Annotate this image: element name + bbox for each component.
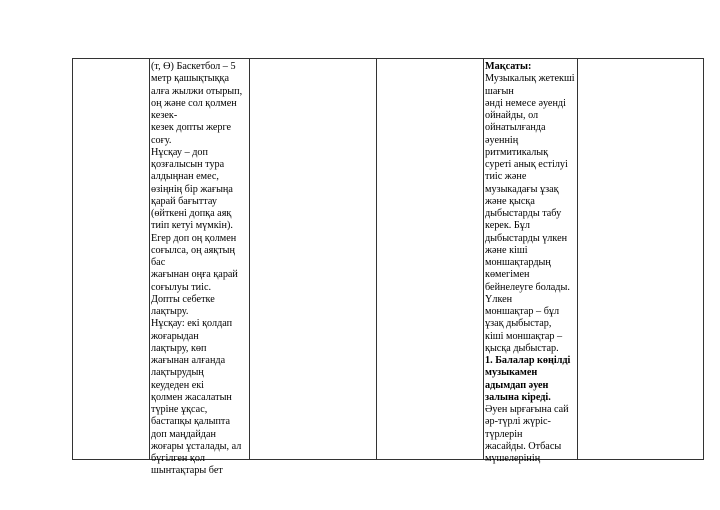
text-line: (т, Ө) Баскетбол – 5 <box>151 61 236 72</box>
cell-music-goals <box>485 61 576 465</box>
column-divider <box>577 59 578 459</box>
text-line: кезек- <box>151 110 178 121</box>
text-line: жоғары ұсталады, ал <box>151 440 242 452</box>
text-line: Үлкен <box>485 293 513 305</box>
text-line: әуеннің <box>485 134 519 146</box>
text-line: моншақтардың <box>485 257 551 268</box>
text-line: мүшелерінің <box>485 453 541 464</box>
text-line: кіші моншақтар – <box>485 330 563 342</box>
text-line: кеудеден екі <box>151 379 204 391</box>
text-line: түрлерін <box>485 428 523 440</box>
text-line: жағынан алғанда <box>151 355 226 366</box>
text-line: шағын <box>485 85 514 97</box>
text-line: қолмен жасалатын <box>151 391 232 403</box>
text-line: дыбыстарды үлкен <box>485 232 568 244</box>
text-line: адымдап әуен <box>485 379 549 391</box>
cell-basketball-instructions <box>151 61 248 478</box>
text-line: көмегімен <box>485 269 530 281</box>
text-line: бүгілген қол <box>151 453 205 464</box>
text-line: доп маңдайдан <box>151 428 216 440</box>
text-line: бейнелеуге болады. <box>485 281 570 293</box>
schedule-table <box>72 58 704 477</box>
text-line: Нұсқау: екі қолдап <box>151 318 233 330</box>
text-line: залына кіреді. <box>485 391 551 403</box>
text-line: соғу. <box>151 134 172 146</box>
text-line: жоғарыдан <box>151 330 199 342</box>
text-line: суреті анық естілуі <box>485 159 568 170</box>
text-line: соғылуы тиіс. <box>151 281 212 293</box>
text-line: тиіс және <box>485 171 527 183</box>
text-line: ұзақ дыбыстар, <box>485 318 552 330</box>
text-line: әр-түрлі жүріс- <box>485 416 551 428</box>
text-line: Музыкалық жетекші <box>485 73 575 85</box>
text-line: дыбыстарды табу <box>485 208 562 219</box>
text-line: қысқа дыбыстар. <box>485 342 559 354</box>
text-line: соғылса, оң аяқтың <box>151 244 235 256</box>
text-line: жағынан оңға қарай <box>151 269 238 281</box>
text-line: лақтыру, көп <box>151 342 207 354</box>
text-line: лақтырудың <box>151 367 204 379</box>
text-line: музыкамен <box>485 367 538 379</box>
text-line: оң және сол қолмен <box>151 97 237 109</box>
text-line: ойнайды, ол <box>485 110 539 121</box>
text-line: түріне ұқсас, <box>151 404 208 415</box>
text-line: моншақтар – бұл <box>485 306 560 317</box>
text-line: музыкадағы ұзақ <box>485 183 559 195</box>
text-line: шынтақтары бет <box>151 465 223 477</box>
text-line: (өйткені допқа аяқ <box>151 208 232 219</box>
text-line: бастапқы қалыпта <box>151 416 231 428</box>
text-line: Әуен ырғағына сай <box>485 404 569 415</box>
column-divider <box>249 59 250 459</box>
text-line: және кіші <box>485 244 528 256</box>
text-line: ритмитикалық <box>485 146 549 158</box>
text-line: қарай бағыттау <box>151 195 217 207</box>
text-line: кезек допты жерге <box>151 122 232 134</box>
column-divider <box>376 59 377 459</box>
text-line: лақтыру. <box>151 306 189 317</box>
text-line: өзіңнің бір жағыңа <box>151 183 233 195</box>
text-line: қозғалысын тура <box>151 159 225 170</box>
text-line: Нұсқау – доп <box>151 146 208 158</box>
text-line: Егер доп оң қолмен <box>151 232 237 244</box>
text-line: 1. Балалар көңілді <box>485 355 571 366</box>
column-divider <box>149 59 150 459</box>
text-line: тиіп кетуі мүмкін). <box>151 220 233 232</box>
text-line: әнді немесе әуенді <box>485 97 566 109</box>
text-line: Мақсаты: <box>485 61 532 72</box>
text-line: және қысқа <box>485 195 535 207</box>
text-line: алға жылжи отырып, <box>151 85 243 97</box>
text-line: ойнатылғанда <box>485 122 546 134</box>
column-divider <box>483 59 484 459</box>
text-line: жасайды. Отбасы <box>485 440 562 452</box>
text-line: алдыңнан емес, <box>151 171 219 183</box>
text-line: метр қашықтыққа <box>151 73 230 85</box>
text-line: Допты себетке <box>151 293 215 305</box>
text-line: керек. Бұл <box>485 220 530 232</box>
text-line: бас <box>151 257 166 268</box>
